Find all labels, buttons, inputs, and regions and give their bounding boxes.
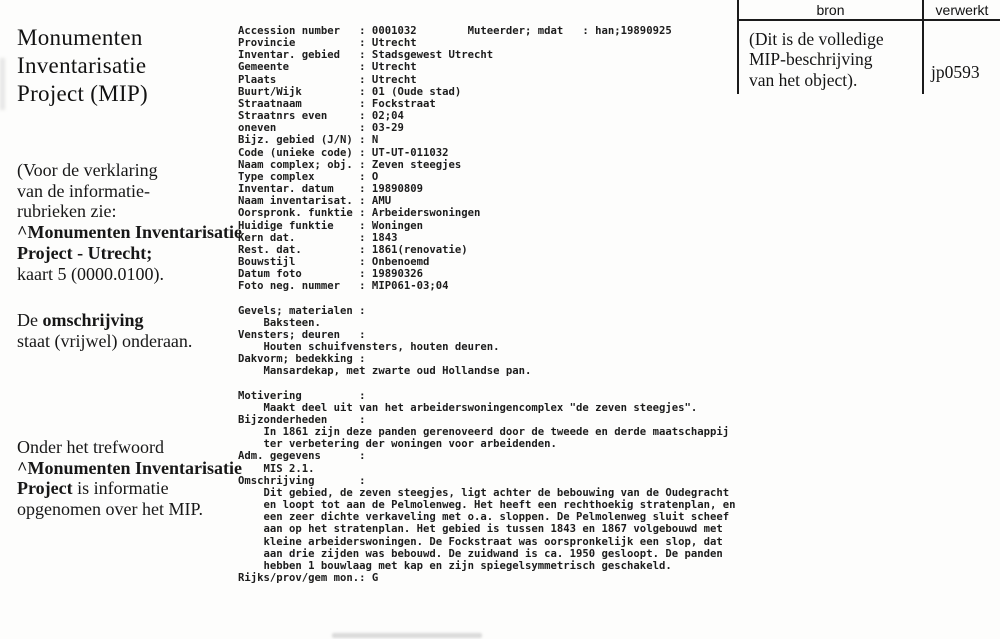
document-title bbox=[17, 24, 148, 108]
record-line: Baksteen. bbox=[238, 316, 321, 329]
note-trefwoord bbox=[17, 437, 242, 520]
record-line: Datum foto : 19890326 bbox=[238, 268, 423, 281]
bron-note-line: MIP-beschrijving bbox=[749, 49, 873, 70]
record-line: Bouwstijl : Onbenoemd bbox=[238, 255, 430, 268]
record-line: Adm. gegevens : bbox=[238, 450, 366, 463]
record-line: Maakt deel uit van het arbeiderswoningencomplex "de zeven steegjes". bbox=[238, 401, 698, 414]
record-line bbox=[238, 378, 735, 390]
record-line: Kern dat. : 1843 bbox=[238, 231, 398, 244]
record-line: en loopt tot aan de Pelmolenweg. Het heeft een rechthoekig stratenplan, en bbox=[238, 499, 736, 512]
record-line: In 1861 zijn deze panden gerenoveerd door de tweede en derde maatschappij bbox=[238, 426, 730, 439]
text-line: Project - Utrecht; bbox=[17, 242, 153, 263]
record-line: aan drie zijden was bebouwd. De zuidwand is ca. 1950 gesloopt. De panden bbox=[238, 547, 723, 560]
record-line: Type complex : O bbox=[238, 170, 379, 183]
record-line: aan op het stratenplan. Het gebied is tussen 1843 en 1867 volgebouwd met bbox=[238, 523, 723, 536]
record-line: Naam inventarisat. : AMU bbox=[238, 195, 392, 208]
record-line: Straatnaam : Fockstraat bbox=[238, 97, 436, 110]
record-line: Huidige funktie : Woningen bbox=[238, 219, 423, 232]
record-line: Vensters; deuren : bbox=[238, 328, 366, 341]
stamp-table-header-rule bbox=[737, 19, 1000, 21]
record-line: oneven : 03-29 bbox=[238, 122, 404, 135]
record-line: Houten schuifvensters, houten deuren. bbox=[238, 341, 500, 354]
text-line: Project is informatie bbox=[17, 478, 169, 499]
record-line: Inventar. datum : 19890809 bbox=[238, 183, 423, 196]
record-line: Rijks/prov/gem mon.: G bbox=[238, 572, 379, 585]
record-line: Naam complex; obj. : Zeven steegjes bbox=[238, 158, 462, 171]
record-line: Dit gebied, de zeven steegjes, ligt achter de bebouwing van de Oudegracht bbox=[238, 486, 730, 499]
title-line: Monumenten bbox=[17, 25, 143, 50]
note-verklaring bbox=[17, 160, 242, 284]
text-line: (Voor de verklaring bbox=[17, 160, 158, 180]
record-line: Accession number : 0001032 Muteerder; mdat : han;19890925 bbox=[238, 25, 672, 37]
text-line: De omschrijving bbox=[17, 310, 144, 330]
text-line: van de informatie- bbox=[17, 180, 150, 201]
record-line: een zeer dichte verkaveling met o.a. sloppen. De Pelmolenweg sluit scheef bbox=[238, 511, 730, 524]
record-line: Buurt/Wijk : 01 (Oude stad) bbox=[238, 85, 462, 98]
mip-record bbox=[238, 25, 735, 584]
record-line bbox=[238, 292, 735, 304]
record-line: Inventar. gebied : Stadsgewest Utrecht bbox=[238, 49, 494, 62]
title-line: Project (MIP) bbox=[17, 81, 149, 106]
record-line: Rest. dat. : 1861(renovatie) bbox=[238, 243, 468, 256]
text-line: staat (vrijwel) onderaan. bbox=[17, 330, 193, 351]
record-line: kleine arbeiderswoningen. De Fockstraat was oorspronkelijk een slop, dat bbox=[238, 535, 723, 548]
record-line: Mansardekap, met zwarte oud Hollandse pan. bbox=[238, 365, 532, 378]
record-line: Plaats : Utrecht bbox=[238, 73, 417, 86]
text-line: kaart 5 (0000.0100). bbox=[17, 263, 164, 284]
record-line: Dakvorm; bedekking : bbox=[238, 353, 366, 366]
bron-note-line: (Dit is de volledige bbox=[749, 29, 884, 49]
bron-note-line: van het object). bbox=[749, 69, 858, 90]
record-line: Provincie : Utrecht bbox=[238, 37, 417, 50]
record-line: Gemeente : Utrecht bbox=[238, 61, 417, 74]
note-omschrijving-hint bbox=[17, 310, 242, 351]
text-line: rubrieken zie: bbox=[17, 201, 117, 222]
record-line: hebben 1 bouwlaag met kap en zijn spiegelsymmetrisch geschakeld. bbox=[238, 559, 672, 572]
record-line: Motivering : bbox=[238, 389, 366, 402]
bron-cell-note bbox=[749, 29, 921, 90]
text-line: ^Monumenten Inventarisatie bbox=[17, 222, 242, 243]
record-line: Oorspronk. funktie : Arbeiderswoningen bbox=[238, 207, 481, 220]
scan-artifact-left-edge bbox=[0, 58, 5, 110]
verwerkt-header: verwerkt bbox=[935, 2, 989, 18]
bron-header: bron bbox=[816, 2, 845, 18]
record-line: Omschrijving : bbox=[238, 474, 366, 487]
text-line: Onder het trefwoord bbox=[17, 437, 164, 457]
verwerkt-cell-value: jp0593 bbox=[931, 62, 980, 82]
scan-artifact-bottom-smudge bbox=[332, 633, 482, 638]
record-line: MIS 2.1. bbox=[238, 462, 315, 475]
record-line: Gevels; materialen : bbox=[238, 304, 366, 317]
record-line: Bijz. gebied (J/N) : N bbox=[238, 134, 379, 147]
title-line: Inventarisatie bbox=[17, 53, 147, 78]
record-line: Straatnrs even : 02;04 bbox=[238, 110, 404, 123]
record-line: Foto neg. nummer : MIP061-03;04 bbox=[238, 280, 449, 293]
text-line: ^Monumenten Inventarisatie bbox=[17, 457, 242, 478]
text-line: opgenomen over het MIP. bbox=[17, 499, 203, 520]
record-line: ter verbetering der woningen voor arbeidenden. bbox=[238, 438, 557, 451]
record-line: Code (unieke code) : UT-UT-011032 bbox=[238, 146, 449, 159]
record-line: Bijzonderheden : bbox=[238, 414, 366, 426]
